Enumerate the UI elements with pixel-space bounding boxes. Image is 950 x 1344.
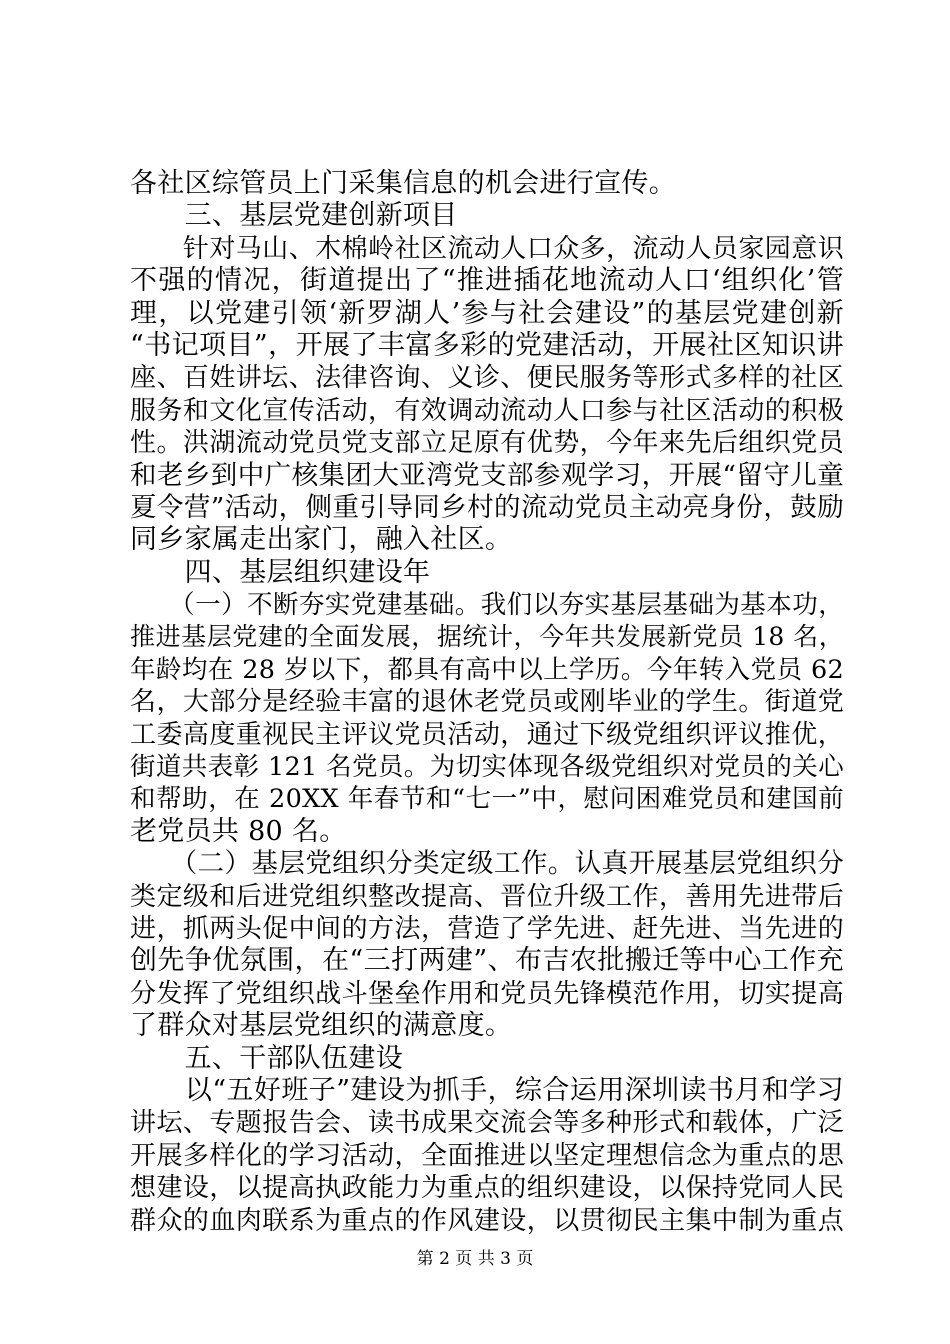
text-line: 服务和文化宣传活动，有效调动流动人口参与社区活动的积极 (130, 395, 844, 426)
text-line: 工委高度重视民主评议党员活动，通过下级党组织评议推优， (130, 719, 844, 750)
text-line: （一）不断夯实党建基础。我们以夯实基层基础为基本功， (130, 590, 844, 621)
text-line: 理，以党建引领‘新罗湖人’参与社会建设”的基层党建创新 (130, 297, 844, 329)
text-line: 分发挥了党组织战斗堡垒作用和党员先锋模范作用，切实提高 (130, 978, 844, 1009)
text-line: 夏令营”活动，侧重引导同乡村的流动党员主动亮身份，鼓励 (130, 491, 844, 523)
section-heading: 四、基层组织建设年 (130, 556, 431, 588)
page-footer: 第 2 页 共 3 页 (416, 1249, 534, 1269)
text-line: 进，抓两头促中间的方法，营造了学先进、赶先进、当先进的 (130, 913, 844, 944)
text-line: 针对马山、木棉岭社区流动人口众多，流动人员家园意识 (130, 233, 844, 264)
text-line: 座、百姓讲坛、法律咨询、义诊、便民服务等形式多样的社区 (130, 363, 844, 394)
text-line: 同乡家属走出家门，融入社区。 (130, 524, 513, 556)
text-line: 和老乡到中广核集团大亚湾党支部参观学习，开展“留守儿童 (130, 459, 844, 491)
text-line: 不强的情况，街道提出了“推进插花地流动人口‘组织化’管 (130, 265, 844, 297)
text-line: “书记项目”，开展了丰富多彩的党建活动，开展社区知识讲 (130, 329, 844, 361)
text-line: 名，大部分是经验丰富的退休老党员或刚毕业的学生。街道党 (130, 687, 844, 718)
text-line: 以“五好班子”建设为抓手，综合运用深圳读书月和学习 (130, 1074, 844, 1106)
document-body (130, 168, 844, 1237)
text-line: 开展多样化的学习活动，全面推进以坚定理想信念为重点的思 (130, 1140, 844, 1171)
text-line: 和帮助，在 20XX 年春节和“七一”中，慰问困难党员和建国前 (130, 784, 844, 815)
section-heading: 五、干部队伍建设 (130, 1042, 403, 1074)
section-heading: 三、基层党建创新项目 (130, 200, 458, 232)
text-line: 性。洪湖流动党员党支部立足原有优势，今年来先后组织党员 (130, 428, 844, 459)
text-line: 创先争优氛围，在“三打两建”、布吉农批搬迁等中心工作充 (130, 945, 844, 977)
text-line: 了群众对基层党组织的满意度。 (130, 1010, 513, 1042)
text-line: 群众的血肉联系为重点的作风建设，以贯彻民主集中制为重点 (130, 1205, 844, 1236)
text-line: 年龄均在 28 岁以下，都具有高中以上学历。今年转入党员 62 (130, 654, 844, 685)
text-line: 各社区综管员上门采集信息的机会进行宣传。 (130, 168, 676, 199)
text-line: （二）基层党组织分类定级工作。认真开展基层党组织分 (130, 848, 844, 880)
text-line: 类定级和后进党组织整改提高、晋位升级工作，善用先进带后 (130, 881, 844, 912)
text-line: 老党员共 80 名。 (130, 815, 347, 847)
text-line: 讲坛、专题报告会、读书成果交流会等多种形式和载体，广泛 (130, 1108, 844, 1139)
text-line: 想建设，以提高执政能力为重点的组织建设，以保持党同人民 (130, 1173, 844, 1204)
text-line: 推进基层党建的全面发展，据统计，今年共发展新党员 18 名， (130, 622, 844, 652)
text-line: 街道共表彰 121 名党员。为切实体现各级党组织对党员的关心 (130, 752, 844, 783)
